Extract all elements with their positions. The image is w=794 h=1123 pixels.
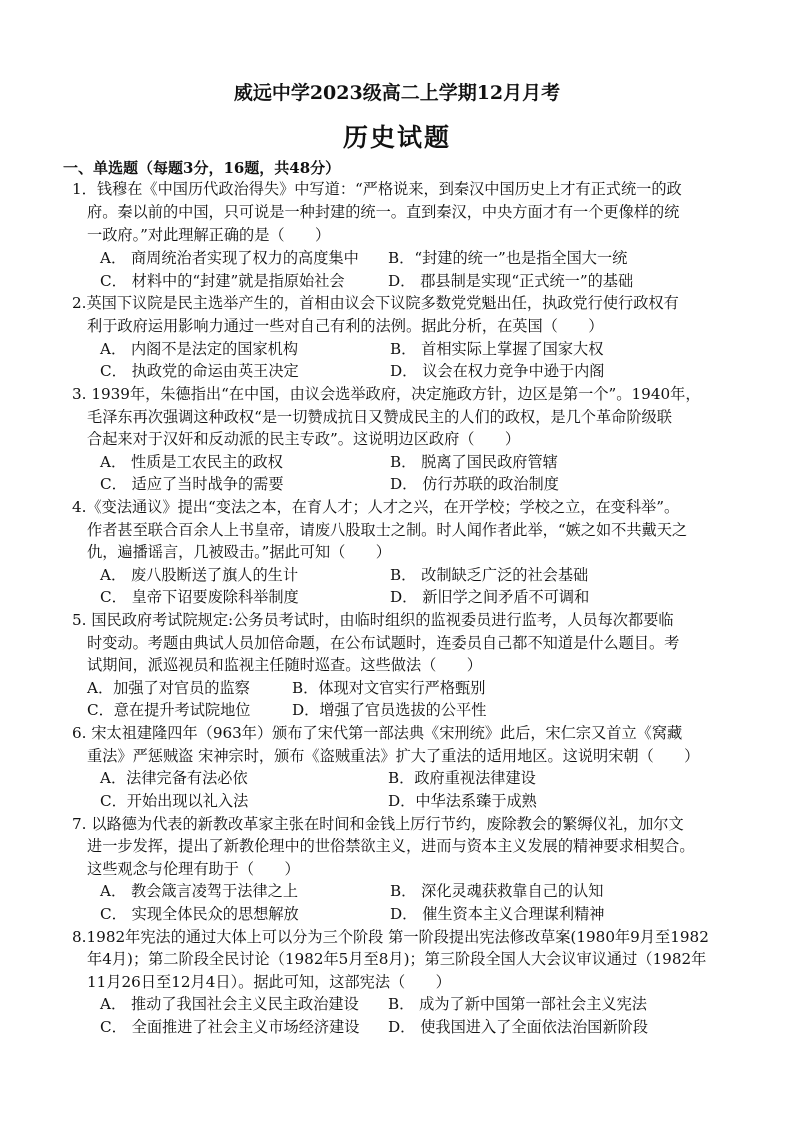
option-b: B． 成为了新中国第一部社会主义宪法 (388, 995, 647, 1013)
option-d: D． 新旧学之间矛盾不可调和 (390, 588, 590, 606)
option-a: A． 商周统治者实现了权力的高度集中 (100, 249, 359, 267)
option-c: C． 全面推进了社会主义市场经济建设 (100, 1018, 360, 1036)
option-b: B． 脱离了国民政府管辖 (390, 453, 558, 471)
option-d: D． 催生资本主义合理谋利精神 (390, 905, 605, 923)
question-text-line: 5. 国民政府考试院规定:公务员考试时，由临时组织的监视委员进行监考，人员每次都要临 (72, 611, 674, 629)
question-text-line: 7. 以路德为代表的新教改革家主张在时间和金钱上厉行节约，废除教会的繁缛仪礼，加尔文 (72, 815, 684, 833)
exam-title: 威远中学2023级高二上学期12月月考 (233, 82, 561, 104)
option-c: C． 皇帝下诏要废除科举制度 (100, 588, 299, 606)
option-d: D． 郡县制是实现“正式统一”的基础 (388, 272, 634, 290)
option-c: C． 适应了当时战争的需要 (100, 475, 284, 493)
option-a: A． 教会箴言凌驾于法律之上 (100, 882, 299, 900)
question-text-line: 1．钱穆在《中国历代政治得失》中写道：“严格说来，到秦汉中国历史上才有正式统一的政 (72, 180, 682, 198)
option-d: D． 议会在权力竞争中逊于内阁 (390, 362, 605, 380)
option-d: D．中华法系臻于成熟 (388, 792, 537, 810)
question-text-line: 仇，遍播谣言，几被殴击。”据此可知（ ） (87, 543, 391, 561)
question-text-line: 作者甚至联合百余人上书皇帝，请废八股取士之制。时人闻作者此举，“嫉之如不共戴天之 (87, 521, 688, 539)
option-b: B．政府重视法律建设 (388, 769, 536, 787)
question-text-line: 合起来对于汉奸和反动派的民主专政”。这说明边区政府（ ） (87, 430, 521, 448)
question-text-line: 毛泽东再次强调这种政权“是一切赞成抗日又赞成民主的人们的政权，是几个革命阶级联 (87, 408, 672, 426)
question-text-line: 府。秦以前的中国，只可说是一种封建的统一。直到秦汉，中央方面才有一个更像样的统 (87, 203, 680, 221)
option-c: C． 执政党的命运由英王决定 (100, 362, 299, 380)
question-text-line: 4.《变法通议》提出“变法之本，在育人才；人才之兴，在开学校；学校之立，在变科举”。 (72, 498, 680, 516)
section-heading: 一、单选题（每题3分，16题，共48分） (63, 159, 341, 177)
question-text-line: 8.1982年宪法的通过大体上可以分为三个阶段 第一阶段提出宪法修改草案(1980年9月至1982 (72, 928, 709, 946)
question-text-line: 重法》严惩贼盗 宋神宗时，颁布《盗贼重法》扩大了重法的适用地区。这说明宋朝（ ） (87, 747, 700, 765)
question-text-line: 利于政府运用影响力通过一些对自己有利的法例。据此分析，在英国（ ） (87, 317, 604, 335)
option-d: D． 仿行苏联的政治制度 (390, 475, 559, 493)
question-text-line: 2.英国下议院是民主选举产生的，首相由议会下议院多数党党魁出任，执政党行使行政权有 (72, 294, 679, 312)
option-a: A．法律完备有法必依 (100, 769, 248, 787)
question-text-line: 11月26日至12月4日）。据此可知，这部宪法（ ） (87, 973, 451, 991)
question-text-line: 试期间，派巡视员和监视主任随时巡查。这些做法（ ） (87, 656, 482, 674)
question-text-line: 年4月)；第二阶段全民讨论（1982年5月至8月)；第三阶段全国人大会议审议通过（1982年 (87, 950, 707, 968)
option-c: C．开始出现以礼入法 (100, 792, 249, 810)
option-b: B． 深化灵魂获救靠自己的认知 (390, 882, 604, 900)
option-b: B．“封建的统一”也是指全国大一统 (388, 249, 628, 267)
question-text-line: 进一步发挥，提出了新教伦理中的世俗禁欲主义，进而与资本主义发展的精神要求相契合。 (87, 837, 695, 855)
question-text-line: 这些观念与伦理有助于（ ） (87, 860, 300, 878)
option-a: A． 推动了我国社会主义民主政治建设 (100, 995, 359, 1013)
option-a: A．加强了对官员的监察 (87, 679, 250, 697)
option-b: B． 首相实际上掌握了国家大权 (390, 340, 604, 358)
option-d: D．增强了官员选拔的公平性 (292, 701, 487, 719)
option-c: C．意在提升考试院地位 (87, 701, 251, 719)
option-b: B． 改制缺乏广泛的社会基础 (390, 566, 589, 584)
option-b: B．体现对文官实行严格甄别 (292, 679, 486, 697)
option-c: C． 材料中的“封建”就是指原始社会 (100, 272, 345, 290)
option-c: C． 实现全体民众的思想解放 (100, 905, 299, 923)
question-text-line: 3. 1939年，朱德指出“在中国，由议会选举政府，决定施政方针，边区是第一个”。1940年， (72, 385, 701, 403)
option-d: D． 使我国进入了全面依法治国新阶段 (388, 1018, 649, 1036)
question-text-line: 时变动。考题由典试人员加倍命题，在公布试题时，连委员自己都不知道是什么题目。考 (87, 634, 680, 652)
option-a: A． 内阁不是法定的国家机构 (100, 340, 299, 358)
question-text-line: 一政府。”对此理解正确的是（ ） (87, 226, 331, 244)
question-text-line: 6. 宋太祖建隆四年（963年）颁布了宋代第一部法典《宋刑统》此后，宋仁宗又首立《窝藏 (72, 724, 683, 742)
option-a: A． 性质是工农民主的政权 (100, 453, 283, 471)
option-a: A． 废八股断送了旗人的生计 (100, 566, 299, 584)
exam-subject: 历史试题 (342, 123, 451, 152)
